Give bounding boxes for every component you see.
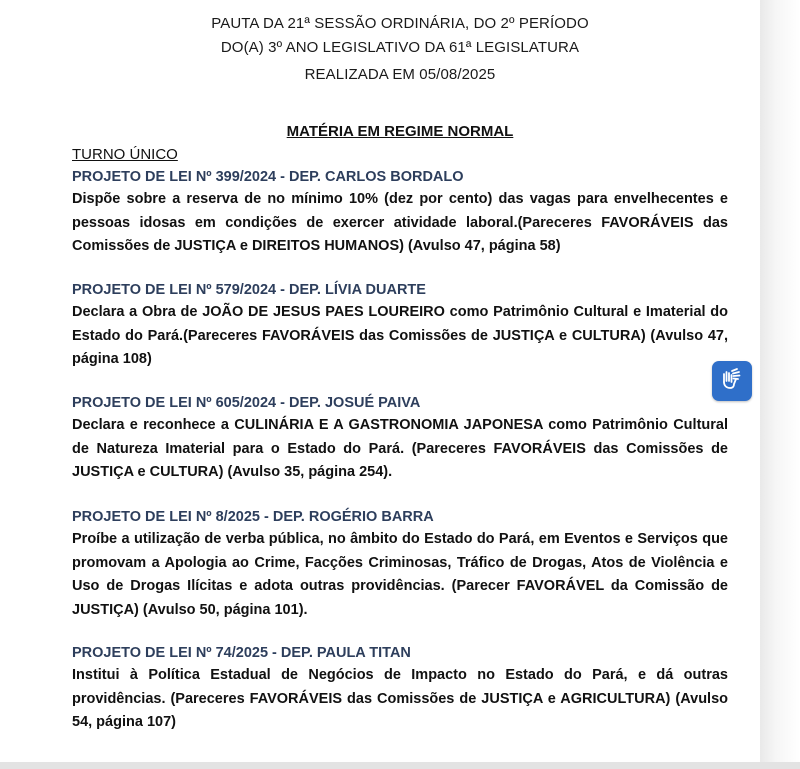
sign-language-hands-icon [718,365,746,398]
header-date: REALIZADA EM 05/08/2025 [304,66,496,83]
agenda-item-title: PROJETO DE LEI Nº 605/2024 - DEP. JOSUÉ PAIVA [72,395,421,411]
agenda-item-1 [72,166,728,259]
agenda-item-description: Declara a Obra de JOÃO DE JESUS PAES LOUREIRO como Patrimônio Cultural e Imaterial do Estado do Pará.(Pareceres FAVORÁVEIS das Comissões de JUSTIÇA e CULTURA) (Avulso 47, página 108) [72,304,728,367]
agenda-item-description: Institui à Política Estadual de Negócios de Impacto no Estado do Pará, e dá outras providências. (Pareceres FAVORÁVEIS das Comissões de JUSTIÇA e AGRICULTURA) (Avulso 54, página 107) [72,667,728,730]
header-line-2: DO(A) 3º ANO LEGISLATIVO DA 61ª LEGISLATURA [220,39,580,56]
agenda-item-4 [72,506,728,622]
agenda-item-description: Proíbe a utilização de verba pública, no âmbito do Estado do Pará, em Eventos e Serviços que promovam a Apologia ao Crime, Facções Criminosas, Tráfico de Drogas, Atos de Violência e Uso de Drogas Ilícitas e adota outras providências. (Parecer FAVORÁVEL da Comissão de JUSTIÇA) (Avulso 50, página 101). [72,531,728,618]
agenda-item-title: PROJETO DE LEI Nº 8/2025 - DEP. ROGÉRIO BARRA [72,509,434,525]
section-title: MATÉRIA EM REGIME NORMAL [286,123,514,140]
viewer-bottom-edge [0,762,800,769]
agenda-item-title: PROJETO DE LEI Nº 74/2025 - DEP. PAULA TITAN [72,645,411,661]
accessibility-button[interactable] [712,361,752,401]
agenda-item-title: PROJETO DE LEI Nº 399/2024 - DEP. CARLOS BORDALO [72,169,464,185]
agenda-item-description: Dispõe sobre a reserva de no mínimo 10% (dez por cento) das vagas para envelhecentes e pessoas idosas em condições de exercer atividade laboral.(Pareceres FAVORÁVEIS das Comissões de JUSTIÇA e DIREITOS HUMANOS) (Avulso 47, página 58) [72,191,728,254]
agenda-item-title: PROJETO DE LEI Nº 579/2024 - DEP. LÍVIA DUARTE [72,282,426,298]
agenda-item-3 [72,392,728,485]
turno-label: TURNO ÚNICO [72,146,178,163]
agenda-item-2 [72,279,728,372]
header-line-1: PAUTA DA 21ª SESSÃO ORDINÁRIA, DO 2º PERÍODO [211,15,589,32]
agenda-item-5 [72,642,728,735]
agenda-item-description: Declara e reconhece a CULINÁRIA E A GASTRONOMIA JAPONESA como Patrimônio Cultural de Natureza Imaterial para o Estado do Pará. (Pareceres FAVORÁVEIS das Comissões de JUSTIÇA e CULTURA) (Avulso 35, página 254). [72,417,728,480]
viewer-margin [760,0,800,769]
